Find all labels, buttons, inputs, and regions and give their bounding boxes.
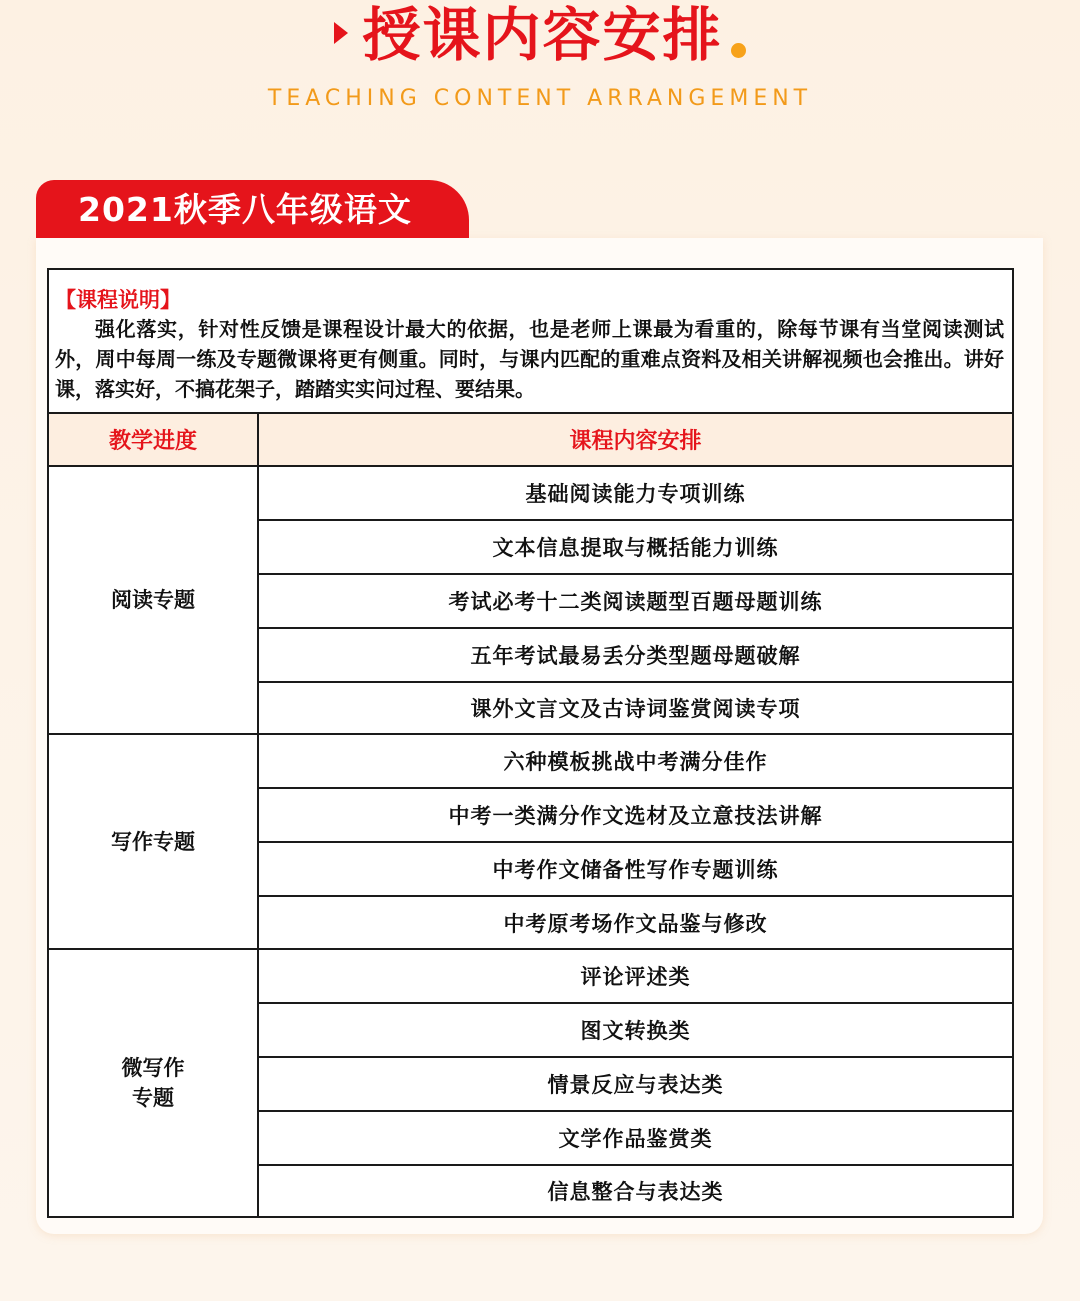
group-reading bbox=[49, 467, 257, 735]
table-row: 情景反应与表达类 bbox=[259, 1058, 1012, 1112]
course-tab-label: 2021秋季八年级语文 bbox=[78, 190, 412, 229]
page-subtitle: TEACHING CONTENT ARRANGEMENT bbox=[267, 86, 813, 111]
group-micro-writing-label-line2: 专题 bbox=[132, 1085, 174, 1110]
table-row: 五年考试最易丢分类型题母题破解 bbox=[259, 629, 1012, 683]
table-row: 中考作文储备性写作专题训练 bbox=[259, 843, 1012, 897]
header-content: 课程内容安排 bbox=[569, 428, 702, 454]
description-heading: 【课程说明】 bbox=[55, 287, 181, 312]
course-description bbox=[49, 270, 1012, 414]
page-header bbox=[0, 0, 1080, 120]
header-progress: 教学进度 bbox=[108, 428, 197, 454]
table-row: 中考原考场作文品鉴与修改 bbox=[259, 897, 1012, 950]
triangle-icon bbox=[334, 22, 348, 44]
table-row: 课外文言文及古诗词鉴赏阅读专项 bbox=[259, 683, 1012, 735]
table-row: 六种模板挑战中考满分佳作 bbox=[259, 735, 1012, 789]
group-reading-label: 阅读专题 bbox=[111, 587, 195, 612]
table-row: 基础阅读能力专项训练 bbox=[259, 467, 1012, 521]
dot-icon bbox=[731, 43, 746, 58]
group-micro-writing bbox=[49, 950, 257, 1216]
table-row: 文学作品鉴赏类 bbox=[259, 1112, 1012, 1166]
table-row: 文本信息提取与概括能力训练 bbox=[259, 521, 1012, 575]
page-title: 授课内容安排 bbox=[362, 1, 723, 69]
description-body: 强化落实，针对性反馈是课程设计最大的依据，也是老师上课最为看重的，除每节课有当堂阅读测试外，周中每周一练及专题微课将更有侧重。同时，与课内匹配的重难点资料及相关讲解视频也会推出。讲好课，落实好，不搞花架子，踏踏实实问过程、要结果。 bbox=[55, 317, 1004, 401]
group-writing bbox=[49, 735, 257, 950]
title-row bbox=[0, 0, 1080, 70]
table-row: 评论评述类 bbox=[259, 950, 1012, 1004]
course-table bbox=[47, 268, 1014, 1218]
group-writing-label: 写作专题 bbox=[111, 828, 195, 854]
table-header-row bbox=[49, 414, 1012, 467]
table-row: 信息整合与表达类 bbox=[547, 1179, 724, 1204]
table-row: 中考一类满分作文选材及立意技法讲解 bbox=[259, 789, 1012, 843]
table-row: 图文转换类 bbox=[259, 1004, 1012, 1058]
table-row: 考试必考十二类阅读题型百题母题训练 bbox=[259, 575, 1012, 629]
group-micro-writing-label-line1: 微写作 bbox=[121, 1055, 185, 1080]
